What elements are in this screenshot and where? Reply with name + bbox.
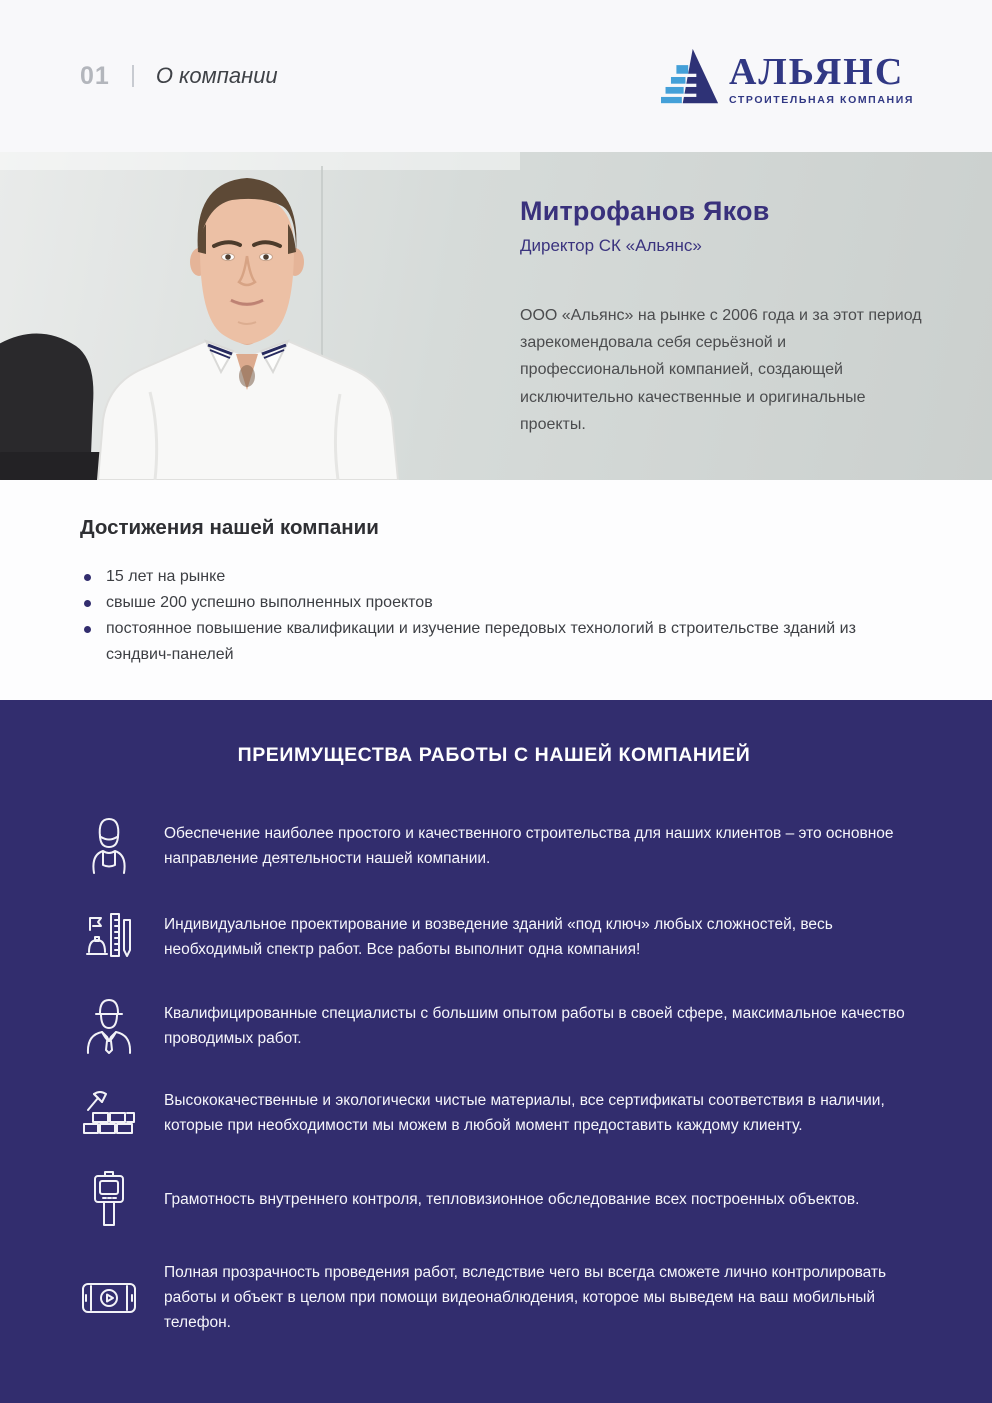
- advantage-item: [80, 1088, 908, 1138]
- achievement-item: 15 лет на рынке: [80, 564, 912, 590]
- logo-tagline: СТРОИТЕЛЬНАЯ КОМПАНИЯ: [728, 93, 914, 106]
- breadcrumb-divider: [132, 65, 134, 87]
- company-description: ООО «Альянс» на рынке с 2006 года и за этот период зарекомендовала себя серьёзной и профессиональной компанией, создающей исключительно качественные и оригинальные проекты.: [520, 307, 922, 433]
- achievements-list: [80, 564, 912, 668]
- logo-name: АЛЬЯНС: [728, 50, 905, 93]
- director-role: Директор СК «Альянс»: [520, 236, 702, 255]
- achievements-title: Достижения нашей компании: [80, 516, 379, 539]
- achievements-section: [0, 480, 992, 700]
- breadcrumb: [80, 62, 278, 91]
- advantage-item: [80, 997, 908, 1055]
- pyramid-logo-icon: [661, 46, 719, 106]
- page-title: О компании: [155, 63, 278, 88]
- thermal-camera-icon: [80, 1171, 138, 1227]
- advantages-section: [0, 700, 992, 1403]
- hero-text-block: [520, 196, 932, 438]
- achievement-item: свыше 200 успешно выполненных проектов: [80, 590, 912, 616]
- section-number: 01: [80, 61, 110, 90]
- advantage-item: [80, 1260, 908, 1335]
- advantage-text: Индивидуальное проектирование и возведение зданий «под ключ» любых сложностей, весь необходимый спектр работ. Все работы выполнит одна компания!: [164, 915, 833, 958]
- worker-icon: [80, 815, 138, 877]
- advantage-text: Квалифицированные специалисты с большим опытом работы в своей сфере, максимальное качество проводимых работ.: [164, 1004, 905, 1047]
- advantage-text: Обеспечение наиболее простого и качественного строительства для наших клиентов – это основное направление деятельности нашей компании.: [164, 824, 894, 867]
- advantage-text: Высококачественные и экологически чистые материалы, все сертификаты соответствия в наличии, которые при необходимости мы можем в любой момент предоставить каждому клиенту.: [164, 1092, 885, 1135]
- advantage-text: Полная прозрачность проведения работ, вследствие чего вы всегда сможете лично контролировать работы и объект в целом при помощи видеонаблюдения, которое мы выведем на ваш мобильный телефон.: [164, 1264, 887, 1332]
- smartphone-video-icon: [80, 1277, 138, 1319]
- advantage-text: Грамотность внутреннего контроля, тепловизионное обследование всех построенных объектов.: [164, 1190, 860, 1208]
- advantage-item: [80, 910, 908, 964]
- director-photo: [0, 152, 520, 480]
- advantages-list: [80, 815, 908, 1336]
- logo-text: [728, 50, 914, 107]
- company-logo: [661, 46, 914, 106]
- achievement-item: постоянное повышение квалификации и изучение передовых технологий в строительстве зданий из сэндвич-панелей: [80, 616, 912, 668]
- advantage-item: [80, 1171, 908, 1227]
- advantage-item: [80, 815, 908, 877]
- design-tools-icon: [80, 910, 138, 964]
- bricks-icon: [80, 1090, 138, 1136]
- advantages-title: ПРЕИМУЩЕСТВА РАБОТЫ С НАШЕЙ КОМПАНИЕЙ: [237, 744, 751, 766]
- engineer-icon: [80, 997, 138, 1055]
- director-name: Митрофанов Яков: [520, 196, 770, 226]
- hero-section: [0, 152, 992, 480]
- page-header: [0, 0, 992, 152]
